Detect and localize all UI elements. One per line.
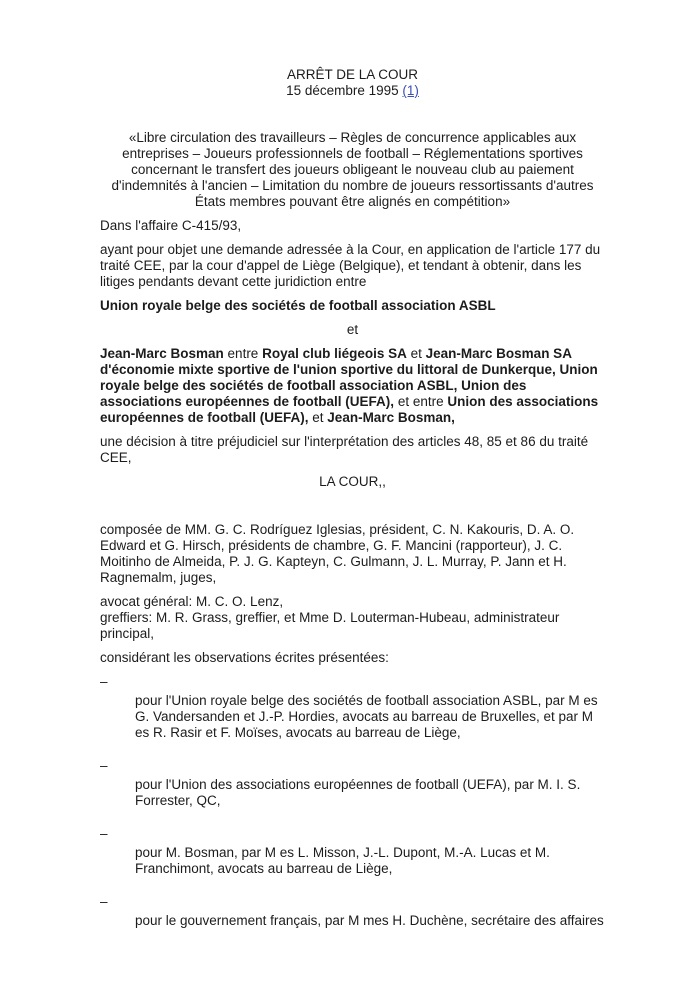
dash-marker: –: [100, 826, 108, 841]
dash-marker: –: [100, 894, 108, 909]
party-name: Jean-Marc Bosman,: [327, 410, 455, 425]
judgment-title: ARRÊT DE LA COUR: [286, 67, 419, 82]
party-joiner: et entre: [394, 394, 448, 409]
party-connector: et: [346, 322, 359, 337]
judgment-date: 15 décembre 1995: [286, 83, 403, 98]
party-name: Jean-Marc Bosman SA d'économie mixte sportive de l'union sportive du littoral de Dunkerque, Union royale belge des sociétés de football association ASBL, Union des associations européennes de football (UEFA),: [100, 346, 598, 409]
dash-marker: –: [100, 674, 108, 689]
decision-statement: une décision à titre préjudiciel sur l'interprétation des articles 48, 85 et 86 du traité CEE,: [100, 434, 589, 465]
party-primary: Union royale belge des sociétés de football association ASBL: [100, 298, 496, 313]
observations-heading: considérant les observations écrites présentées:: [100, 650, 389, 665]
court-heading: LA COUR,,: [319, 474, 386, 489]
party-joiner: entre: [223, 346, 263, 361]
registrars: greffiers: M. R. Grass, greffier, et Mme D. Louterman-Hubeau, administrateur principal,: [100, 610, 560, 641]
case-number: Dans l'affaire C-415/93,: [100, 218, 242, 233]
party-name: Royal club liégeois SA: [262, 346, 407, 361]
judgment-header: [100, 67, 605, 99]
case-object: ayant pour objet une demande adressée à la Cour, en application de l'article 177 du traité CEE, par la cour d'appel de Liège (Belgique), et tendant à obtenir, dans les litiges pendants devant cette juridiction entre: [100, 242, 601, 289]
party-name: Union des associations européennes de football (UEFA),: [100, 394, 599, 425]
court-composition: composée de MM. G. C. Rodríguez Iglesias, président, C. N. Kakouris, D. A. O. Edward et G. Hirsch, présidents de chambre, G. F. Mancini (rapporteur), J. C. Moitinho de Almeida, P. J. G. Kapteyn, C. Gulmann, J. L. Murray, P. Jann et H. Ragnemalm, juges,: [100, 522, 575, 585]
observation-item: [100, 758, 605, 809]
judgment-date-line: [100, 83, 605, 99]
observation-text: pour l'Union des associations européennes de football (UEFA), par M. I. S. Forrester, QC,: [135, 777, 581, 808]
case-subject: «Libre circulation des travailleurs – Règles de concurrence applicables aux entreprises – Joueurs professionnels de football – Réglementations sportives concernant le transfert des joueurs obligeant le nouveau club au paiement d'indemnités à l'ancien – Limitation du nombre de joueurs ressortissants d'autres États membres pouvant être alignés en compétition»: [111, 130, 594, 209]
party-name: Jean-Marc Bosman: [100, 346, 224, 361]
observations-list: [100, 674, 605, 929]
footnote-link[interactable]: (1): [402, 83, 419, 98]
advocate-general: avocat général: M. C. O. Lenz,: [100, 594, 284, 609]
parties-paragraph: [100, 346, 605, 426]
dash-marker: –: [100, 758, 108, 773]
observation-text: pour l'Union royale belge des sociétés de football association ASBL, par M es G. Vandersanden et J.-P. Hordies, avocats au barreau de Bruxelles, et par M es R. Rasir et F. Moïses, avocats au barreau de Liège,: [135, 693, 598, 740]
observation-text: pour M. Bosman, par M es L. Misson, J.-L. Dupont, M.-A. Lucas et M. Franchimont, avocats au barreau de Liège,: [135, 845, 550, 876]
party-joiner: et: [406, 346, 426, 361]
observation-text: pour le gouvernement français, par M mes H. Duchène, secrétaire des affaires: [135, 913, 604, 928]
observation-item: [100, 674, 605, 741]
party-joiner: et: [308, 410, 328, 425]
observation-item: [100, 826, 605, 877]
court-officials: [100, 594, 605, 642]
observation-item: [100, 894, 605, 929]
